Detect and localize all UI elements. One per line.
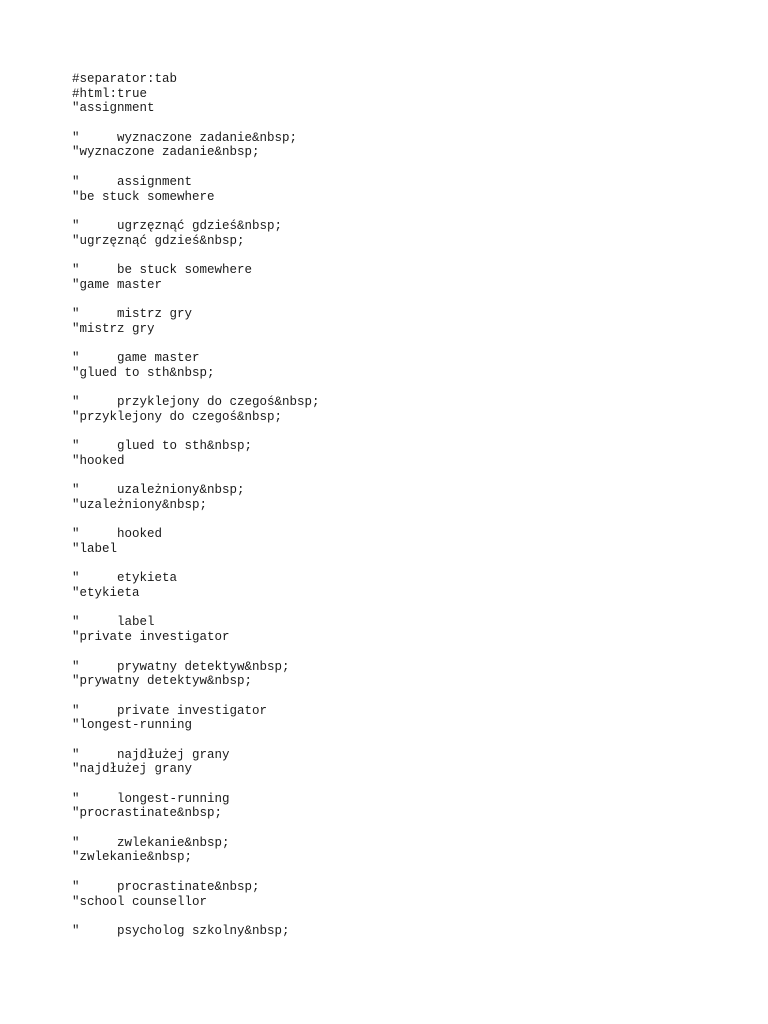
text-line: "glued to sth&nbsp; [72, 365, 215, 380]
text-line: " wyznaczone zadanie&nbsp; [72, 130, 298, 145]
blank-line [72, 909, 712, 924]
text-line: " prywatny detektyw&nbsp; [72, 659, 290, 674]
blank-line [72, 645, 712, 660]
text-line: "przyklejony do czegoś&nbsp; [72, 409, 283, 424]
blank-line [72, 689, 712, 704]
text-line: "private investigator [72, 630, 230, 645]
text-line: "label [72, 542, 118, 556]
blank-line [72, 469, 712, 484]
text-line: " przyklejony do czegoś&nbsp; [72, 395, 320, 410]
text-line: "be stuck somewhere [72, 189, 215, 204]
text-line: "ugrzęznąć gdzieś&nbsp; [72, 233, 245, 248]
text-line: " assignment [72, 174, 193, 189]
blank-line [72, 777, 712, 792]
text-line: "assignment [72, 101, 155, 116]
text-line: "zwlekanie&nbsp; [72, 850, 193, 865]
blank-line [72, 160, 712, 175]
text-line: #html:true [72, 86, 148, 101]
blank-line [72, 733, 712, 748]
text-line: "uzależniony&nbsp; [72, 497, 208, 512]
text-line: " mistrz gry [72, 307, 193, 321]
text-line: #separator:tab [72, 72, 178, 86]
document-page [72, 72, 712, 939]
blank-line [72, 292, 712, 307]
blank-line [72, 557, 712, 572]
text-line: " game master [72, 351, 200, 366]
text-line: " longest-running [72, 791, 230, 806]
text-line: " glued to sth&nbsp; [72, 439, 253, 454]
blank-line [72, 248, 712, 263]
text-line: " psycholog szkolny&nbsp; [72, 923, 290, 938]
text-line: "game master [72, 277, 163, 292]
blank-line [72, 821, 712, 836]
blank-line [72, 425, 712, 440]
text-line: " ugrzęznąć gdzieś&nbsp; [72, 218, 283, 233]
text-line: " label [72, 615, 155, 630]
blank-line [72, 204, 712, 219]
text-line: " zwlekanie&nbsp; [72, 835, 230, 850]
text-line: "najdłużej grany [72, 762, 193, 777]
blank-line [72, 601, 712, 616]
text-line: " be stuck somewhere [72, 262, 253, 277]
text-line: " etykieta [72, 571, 178, 586]
blank-line [72, 865, 712, 880]
blank-line [72, 336, 712, 351]
text-line: "prywatny detektyw&nbsp; [72, 674, 253, 689]
text-line: " procrastinate&nbsp; [72, 879, 260, 894]
text-line: " uzależniony&nbsp; [72, 483, 245, 498]
blank-line [72, 116, 712, 131]
text-line: "mistrz gry [72, 321, 155, 336]
text-line: "wyznaczone zadanie&nbsp; [72, 145, 260, 160]
blank-line [72, 380, 712, 395]
text-line: "hooked [72, 453, 125, 468]
text-line: "procrastinate&nbsp; [72, 806, 223, 821]
blank-line [72, 513, 712, 528]
text-line: " hooked [72, 527, 163, 542]
text-line: "etykieta [72, 586, 140, 601]
text-line: "school counsellor [72, 894, 208, 909]
text-line: " najdłużej grany [72, 747, 230, 762]
text-line: " private investigator [72, 703, 268, 718]
text-line: "longest-running [72, 718, 193, 733]
